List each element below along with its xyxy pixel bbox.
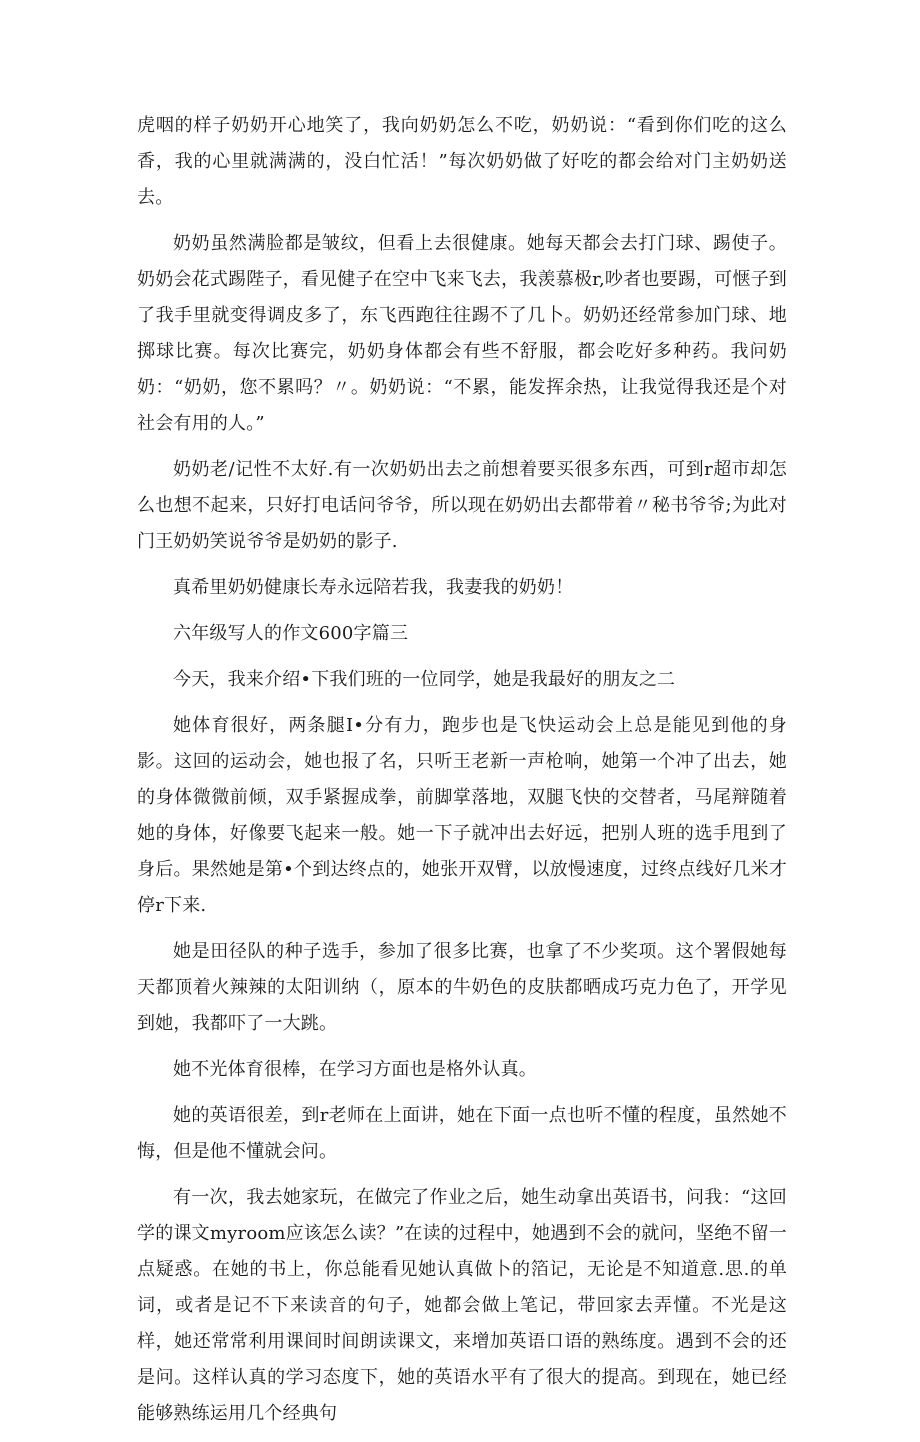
paragraph-1: 虎咽的样子奶奶开心地笑了，我向奶奶怎么不吃，奶奶说：“看到你们吃的这么香，我的心里就满满的，没白忙活！”每次奶奶做了好吃的都会给对门主奶奶送去。	[137, 115, 787, 208]
paragraph-7: 她是田径队的种子选手，参加了很多比赛，也拿了不少奖项。这个署假她每天都顶着火辣辣的太阳训纳（，原本的牛奶色的皮肤都晒成巧克力色了，开学见到她，我都吓了一大跳。	[137, 941, 787, 1034]
section-heading: 六年级写人的作文600字篇三	[173, 623, 409, 644]
paragraph-9: 她的英语很差，到r老师在上面讲，她在下面一点也听不懂的程度，虽然她不悔，但是他不懂就会问。	[137, 1105, 787, 1162]
paragraph-3: 奶奶老/记性不太好.有一次奶奶出去之前想着要买很多东西，可到r超市却怎么也想不起来，只好打电话问爷爷，所以现在奶奶出去都带着〃秘书爷爷;为此对门王奶奶笑说爷爷是奶奶的影子.	[137, 459, 787, 552]
document-body	[137, 108, 787, 1442]
paragraph-5: 今天，我来介绍•下我们班的一位同学，她是我最好的朋友之二	[173, 669, 676, 690]
paragraph-6: 她体育很好，两条腿I•分有力，跑步也是飞快运动会上总是能见到他的身影。这回的运动会，她也报了名，只听王老新一声枪响，她第一个冲了出去，她的身体微微前倾，双手紧握成拳，前脚掌落地，双腿飞快的交替者，马尾辩随着她的身体，好像要飞起来一般。她一下子就冲出去好远，把别人班的选手甩到了身后。果然她是第•个到达终点的，她张开双臂，以放慢速度，过终点线好几米才停r下来.	[137, 715, 787, 916]
paragraph-8: 她不光体育很棒，在学习方面也是格外认真。	[173, 1059, 537, 1080]
paragraph-4: 真希里奶奶健康长寿永远陪若我，我妻我的奶奶！	[173, 577, 574, 598]
paragraph-2: 奶奶虽然满脸都是皱纹，但看上去很健康。她每天都会去打门球、踢使子。奶奶会花式踢陛子，看见健子在空中飞来飞去，我羡慕极r,吵者也要踢，可惬子到了我手里就变得调皮多了，东飞西跑往往踢不了几卜。奶奶还经常参加门球、地掷球比赛。每次比赛完，奶奶身体都会有些不舒服，都会吃好多种药。我问奶奶：“奶奶，您不累吗？〃。奶奶说：“不累，能发挥余热，让我觉得我还是个对社会有用的人。”	[137, 233, 787, 434]
paragraph-10: 有一次，我去她家玩，在做完了作业之后，她生动拿出英语书，问我：“这回学的课文myroom应该怎么读？”在读的过程中，她遇到不会的就问，坚绝不留一点疑惑。在她的书上，你总能看见她认真做卜的箔记，无论是不知道意.思.的单词，或者是记不下来读音的句子，她都会做上笔记，带回家去弄懂。不光是这样，她还常常利用课间时间朗读课文，来增加英语口语的熟练度。遇到不会的还是问。这样认真的学习态度下，她的英语水平有了很大的提高。到现在，她已经能够熟练运用几个经典句	[137, 1187, 787, 1424]
